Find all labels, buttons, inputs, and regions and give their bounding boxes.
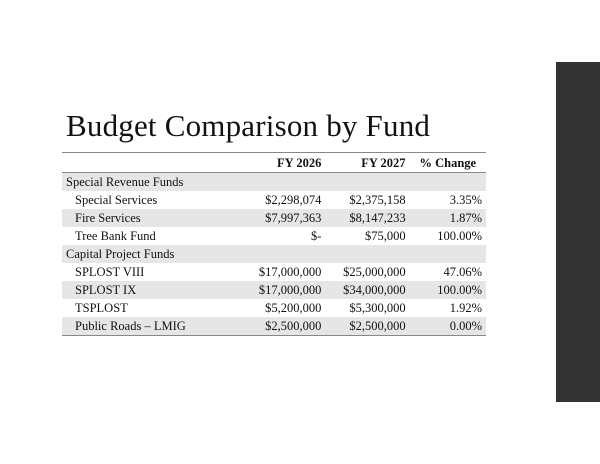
table-row	[62, 245, 486, 263]
table-row	[62, 317, 486, 336]
table-row	[62, 263, 486, 281]
fy2026-value: $7,997,363	[236, 209, 325, 227]
fund-name: Public Roads – LMIG	[62, 317, 236, 336]
fund-name: SPLOST VIII	[75, 265, 145, 279]
budget-table-container	[62, 152, 486, 336]
header-fy2026: FY 2026	[277, 155, 322, 170]
section-name: Special Revenue Funds	[62, 173, 236, 192]
table-row	[62, 227, 486, 245]
table-row	[62, 281, 486, 299]
fund-name: Special Services	[75, 193, 158, 207]
fy2026-value: $17,000,000	[236, 281, 325, 299]
fy2027-value: $25,000,000	[343, 265, 406, 279]
fy2027-value	[325, 245, 409, 263]
table-row	[62, 191, 486, 209]
percent-change-value	[410, 245, 486, 263]
fy2027-value: $75,000	[364, 229, 406, 243]
percent-change-value: 47.06%	[443, 265, 482, 279]
fy2026-value: $2,500,000	[236, 317, 325, 336]
table-header-row	[62, 153, 486, 173]
percent-change-value: 1.87%	[410, 209, 486, 227]
header-fy2027: FY 2027	[361, 155, 406, 170]
fy2027-value: $8,147,233	[325, 209, 409, 227]
table-row	[62, 209, 486, 227]
percent-change-value: 100.00%	[410, 281, 486, 299]
percent-change-value: 0.00%	[410, 317, 486, 336]
fy2026-value: $17,000,000	[258, 265, 322, 279]
percent-change-value	[410, 173, 486, 192]
fy2027-value	[325, 173, 409, 192]
percent-change-value: 1.92%	[449, 301, 482, 315]
side-accent-bar	[556, 62, 600, 402]
table-row	[62, 173, 486, 192]
percent-change-value: 3.35%	[449, 193, 482, 207]
fund-name: TSPLOST	[75, 301, 128, 315]
fund-name: SPLOST IX	[62, 281, 236, 299]
fy2027-value: $34,000,000	[325, 281, 409, 299]
fy2027-value: $5,300,000	[349, 301, 406, 315]
fund-name: Tree Bank Fund	[75, 229, 156, 243]
budget-table	[62, 152, 486, 336]
fund-name: Fire Services	[62, 209, 236, 227]
percent-change-value: 100.00%	[437, 229, 482, 243]
fy2026-value	[236, 245, 325, 263]
table-row	[62, 299, 486, 317]
slide-title: Budget Comparison by Fund	[66, 108, 431, 143]
fy2026-value: $5,200,000	[265, 301, 322, 315]
fy2026-value: $2,298,074	[265, 193, 322, 207]
fy2026-value	[236, 173, 325, 192]
header-percent-change: % Change	[419, 155, 477, 170]
fy2027-value: $2,500,000	[325, 317, 409, 336]
section-name: Capital Project Funds	[62, 245, 236, 263]
fy2026-value: $-	[310, 229, 322, 243]
header-fund	[62, 153, 236, 173]
fy2027-value: $2,375,158	[349, 193, 406, 207]
